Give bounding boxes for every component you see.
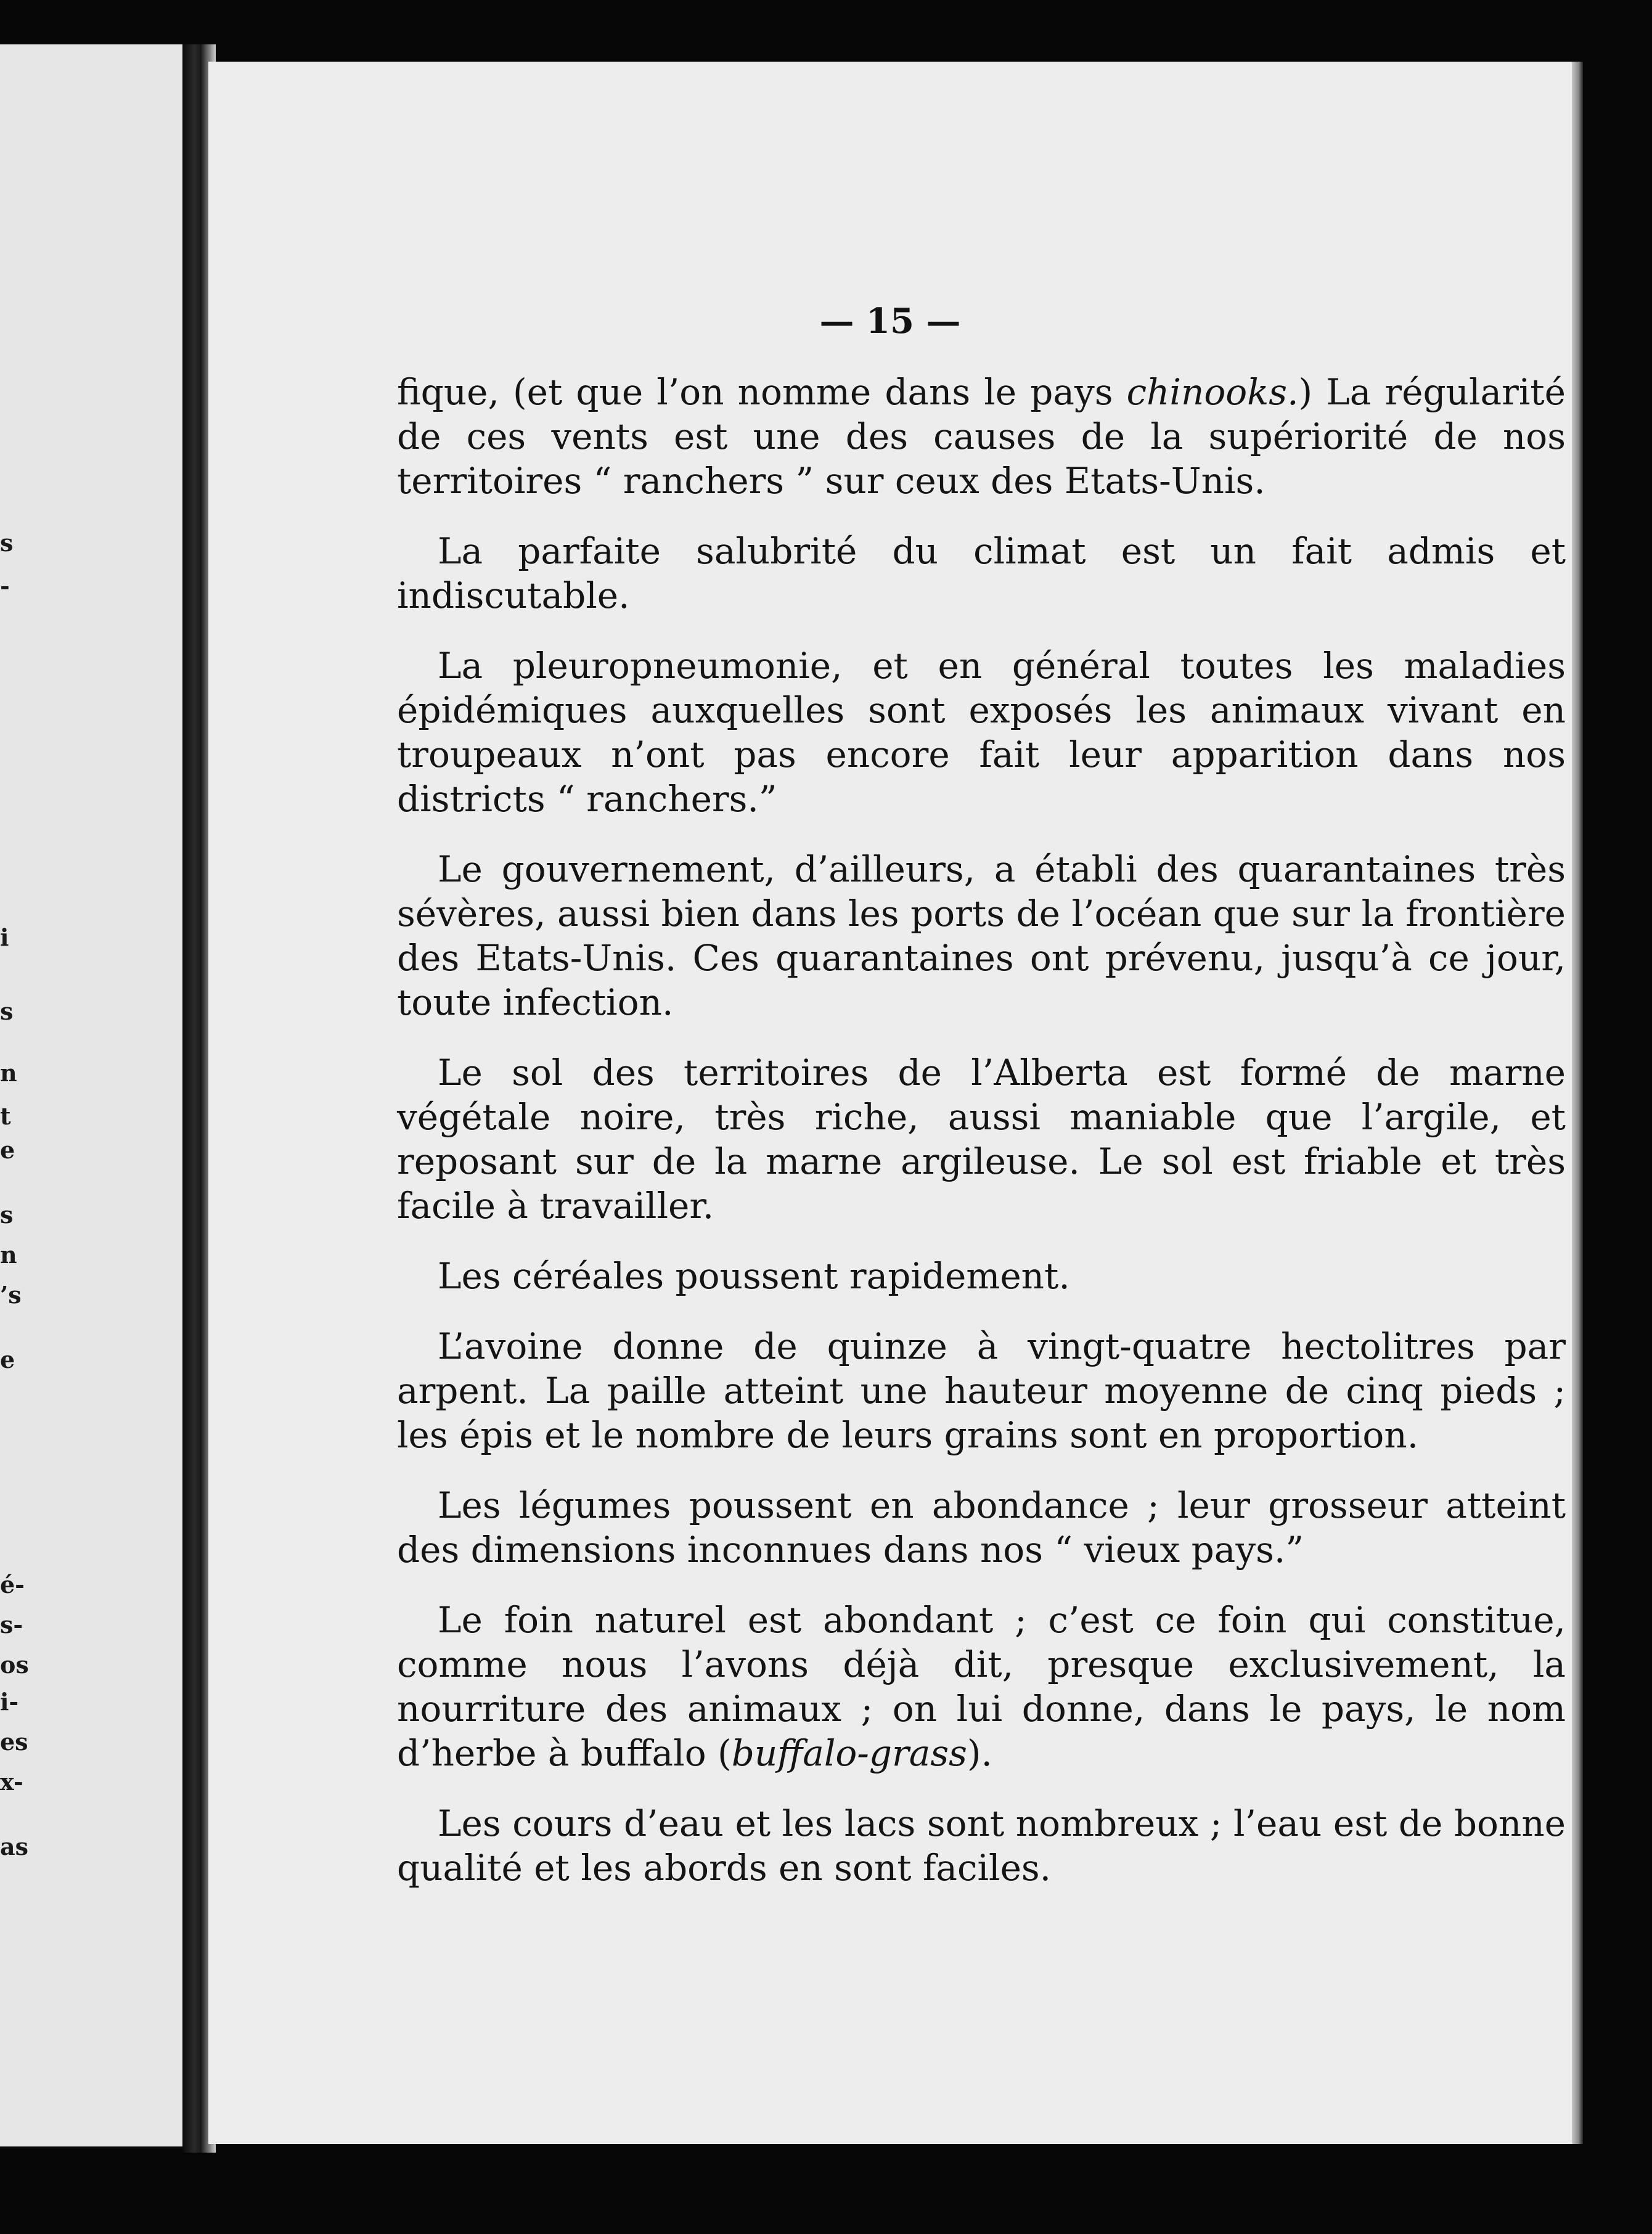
facing-fragment: s	[0, 529, 14, 557]
paragraph-hay	[397, 1598, 1566, 1775]
facing-fragment: s-	[0, 1611, 23, 1639]
facing-fragment: n	[0, 1241, 17, 1269]
paragraph-diseases: La pleuropneumonie, et en général toutes les maladies épidémiques auxquelles sont exposés les animaux vivant en troupeaux n’ont pas encore fait leur apparition dans nos districts “ ranchers.”	[397, 645, 1566, 820]
facing-fragment: -	[0, 572, 10, 600]
paragraph-text: ).	[967, 1732, 992, 1774]
facing-fragment: e	[0, 1136, 15, 1164]
facing-fragment: os	[0, 1651, 29, 1679]
facing-fragment: ’s	[0, 1281, 22, 1309]
paragraph-vegetables: Les légumes poussent en abondance ; leur grosseur atteint des dimensions inconnues dans nos “ vieux pays.”	[397, 1484, 1566, 1571]
facing-page	[0, 44, 182, 2146]
facing-fragment: as	[0, 1833, 29, 1860]
facing-fragment: s	[0, 1201, 14, 1229]
paragraph-cereals: Les céréales poussent rapidement.	[438, 1255, 1070, 1297]
facing-fragment: e	[0, 1346, 15, 1373]
facing-page-text-fragments	[0, 44, 182, 2146]
facing-fragment: s	[0, 997, 14, 1025]
facing-fragment: x-	[0, 1768, 23, 1796]
paragraph-text: ) La régularité de ces vents est une des causes de la supériorité de nos territoires “ ranchers ” sur ceux des Etats-Unis.	[397, 371, 1566, 502]
facing-fragment: es	[0, 1728, 28, 1756]
page-body-text	[397, 370, 1566, 1916]
book-page	[208, 62, 1572, 2144]
italic-term: chinooks.	[1126, 371, 1299, 413]
paragraph-quarantine: Le gouvernement, d’ailleurs, a établi des quarantaines très sévères, aussi bien dans les ports de l’océan que sur la frontière des Etats-Unis. Ces quarantaines ont prévenu, jusqu’à ce jour, toute infection.	[397, 848, 1566, 1023]
paragraph-soil: Le sol des territoires de l’Alberta est formé de marne végétale noire, très riche, aussi maniable que l’argile, et reposant sur de la marne argileuse. Le sol est friable et très facile à travailler.	[397, 1052, 1566, 1227]
page-edge-shadow	[1572, 62, 1583, 2144]
page-number: — 15 —	[819, 301, 961, 342]
facing-fragment: i-	[0, 1688, 19, 1716]
paragraph-text: fique, (et que l’on nomme dans le pays	[397, 371, 1127, 413]
paragraph-oats: L’avoine donne de quinze à vingt-quatre hectolitres par arpent. La paille atteint une hauteur moyenne de cinq pieds ; les épis et le nombre de leurs grains sont en proportion.	[397, 1325, 1566, 1456]
facing-fragment: i	[0, 923, 9, 951]
paragraph-climate: La parfaite salubrité du climat est un fait admis et indiscutable.	[397, 530, 1566, 616]
facing-fragment: é-	[0, 1571, 25, 1598]
facing-fragment: t	[0, 1102, 11, 1130]
italic-term: buffalo-grass	[731, 1732, 967, 1774]
paragraph-water: Les cours d’eau et les lacs sont nombreux ; l’eau est de bonne qualité et les abords en sont faciles.	[397, 1802, 1566, 1889]
paragraph-winds	[397, 370, 1566, 503]
facing-fragment: n	[0, 1059, 17, 1087]
paragraph-text: Le foin naturel est abondant ; c’est ce foin qui constitue, comme nous l’avons déjà dit, presque exclusivement, la nourriture des animaux ; on lui donne, dans le pays, le nom d’herbe à buffalo (	[397, 1599, 1566, 1774]
